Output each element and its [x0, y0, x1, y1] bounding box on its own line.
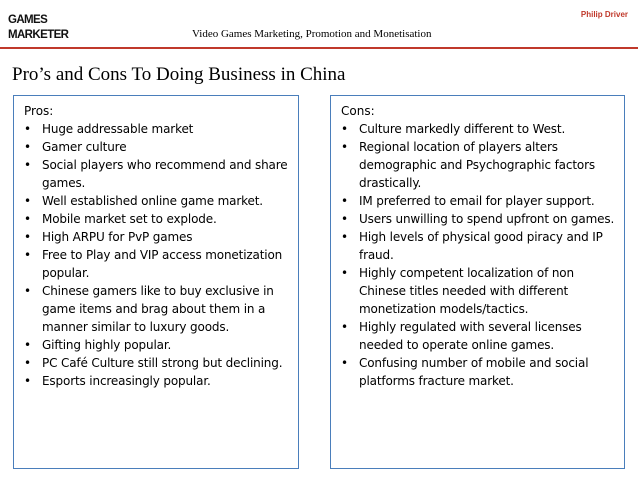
cons-item-text: Highly competent localization of non Chinese titles needed with different monetization models/tactics. — [359, 266, 574, 316]
cons-item — [341, 192, 616, 210]
cons-item — [341, 138, 616, 192]
pros-item-text: Gifting highly popular. — [42, 338, 172, 352]
cons-item-text: Users unwilling to spend upfront on games. — [359, 212, 615, 226]
bullet-icon: • — [24, 374, 31, 388]
pros-item — [24, 282, 290, 336]
pros-item-text: High ARPU for PvP games — [42, 230, 193, 244]
pros-item-text: Mobile market set to explode. — [42, 212, 217, 226]
pros-box — [13, 95, 299, 469]
cons-item — [341, 354, 616, 390]
bullet-icon: • — [24, 248, 31, 262]
pros-item — [24, 210, 290, 228]
pros-item-text: Huge addressable market — [42, 122, 194, 136]
bullet-icon: • — [341, 266, 348, 280]
pros-item-text: Esports increasingly popular. — [42, 374, 211, 388]
bullet-icon: • — [24, 284, 31, 298]
cons-item — [341, 318, 616, 354]
bullet-icon: • — [24, 338, 31, 352]
pros-item — [24, 228, 290, 246]
bullet-icon: • — [341, 230, 348, 244]
pros-item-text: Gamer culture — [42, 140, 127, 154]
logo-line-2: MARKETER — [8, 29, 69, 41]
header-divider — [0, 47, 638, 49]
pros-list — [24, 120, 290, 390]
pros-item — [24, 246, 290, 282]
pros-item — [24, 138, 290, 156]
cons-item — [341, 264, 616, 318]
bullet-icon: • — [24, 230, 31, 244]
cons-item-text: Regional location of players alters demographic and Psychographic factors drastically. — [359, 140, 595, 190]
pros-item — [24, 156, 290, 192]
cons-item — [341, 120, 616, 138]
bullet-icon: • — [341, 356, 348, 370]
bullet-icon: • — [341, 140, 348, 154]
brand-logo — [8, 13, 68, 43]
bullet-icon: • — [24, 122, 31, 136]
slide-title: Pro’s and Cons To Doing Business in China — [12, 64, 346, 85]
header-title: Video Games Marketing, Promotion and Monetisation — [192, 28, 432, 40]
bullet-icon: • — [341, 122, 348, 136]
pros-item — [24, 372, 290, 390]
bullet-icon: • — [341, 194, 348, 208]
pros-item — [24, 354, 290, 372]
pros-item-text: PC Café Culture still strong but declining. — [42, 356, 283, 370]
pros-item-text: Free to Play and VIP access monetization popular. — [42, 248, 283, 280]
cons-item-text: Confusing number of mobile and social platforms fracture market. — [359, 356, 589, 388]
cons-item-text: High levels of physical good piracy and IP fraud. — [359, 230, 603, 262]
cons-heading: Cons: — [341, 104, 375, 118]
logo-line-1: GAMES — [8, 14, 48, 26]
bullet-icon: • — [341, 320, 348, 334]
cons-item — [341, 210, 616, 228]
pros-item-text: Chinese gamers like to buy exclusive in game items and brag about them in a manner similar to luxury goods. — [42, 284, 274, 334]
cons-item-text: Highly regulated with several licenses needed to operate online games. — [359, 320, 582, 352]
pros-item-text: Social players who recommend and share games. — [42, 158, 288, 190]
cons-list — [341, 120, 616, 390]
bullet-icon: • — [24, 212, 31, 226]
pros-item — [24, 192, 290, 210]
cons-item-text: IM preferred to email for player support. — [359, 194, 595, 208]
cons-box — [330, 95, 625, 469]
bullet-icon: • — [341, 212, 348, 226]
bullet-icon: • — [24, 356, 31, 370]
author-name: Philip Driver — [580, 10, 628, 19]
cons-item-text: Culture markedly different to West. — [359, 122, 566, 136]
pros-heading: Pros: — [24, 104, 54, 118]
pros-item-text: Well established online game market. — [42, 194, 263, 208]
bullet-icon: • — [24, 194, 31, 208]
bullet-icon: • — [24, 158, 31, 172]
pros-item — [24, 336, 290, 354]
bullet-icon: • — [24, 140, 31, 154]
pros-item — [24, 120, 290, 138]
cons-item — [341, 228, 616, 264]
